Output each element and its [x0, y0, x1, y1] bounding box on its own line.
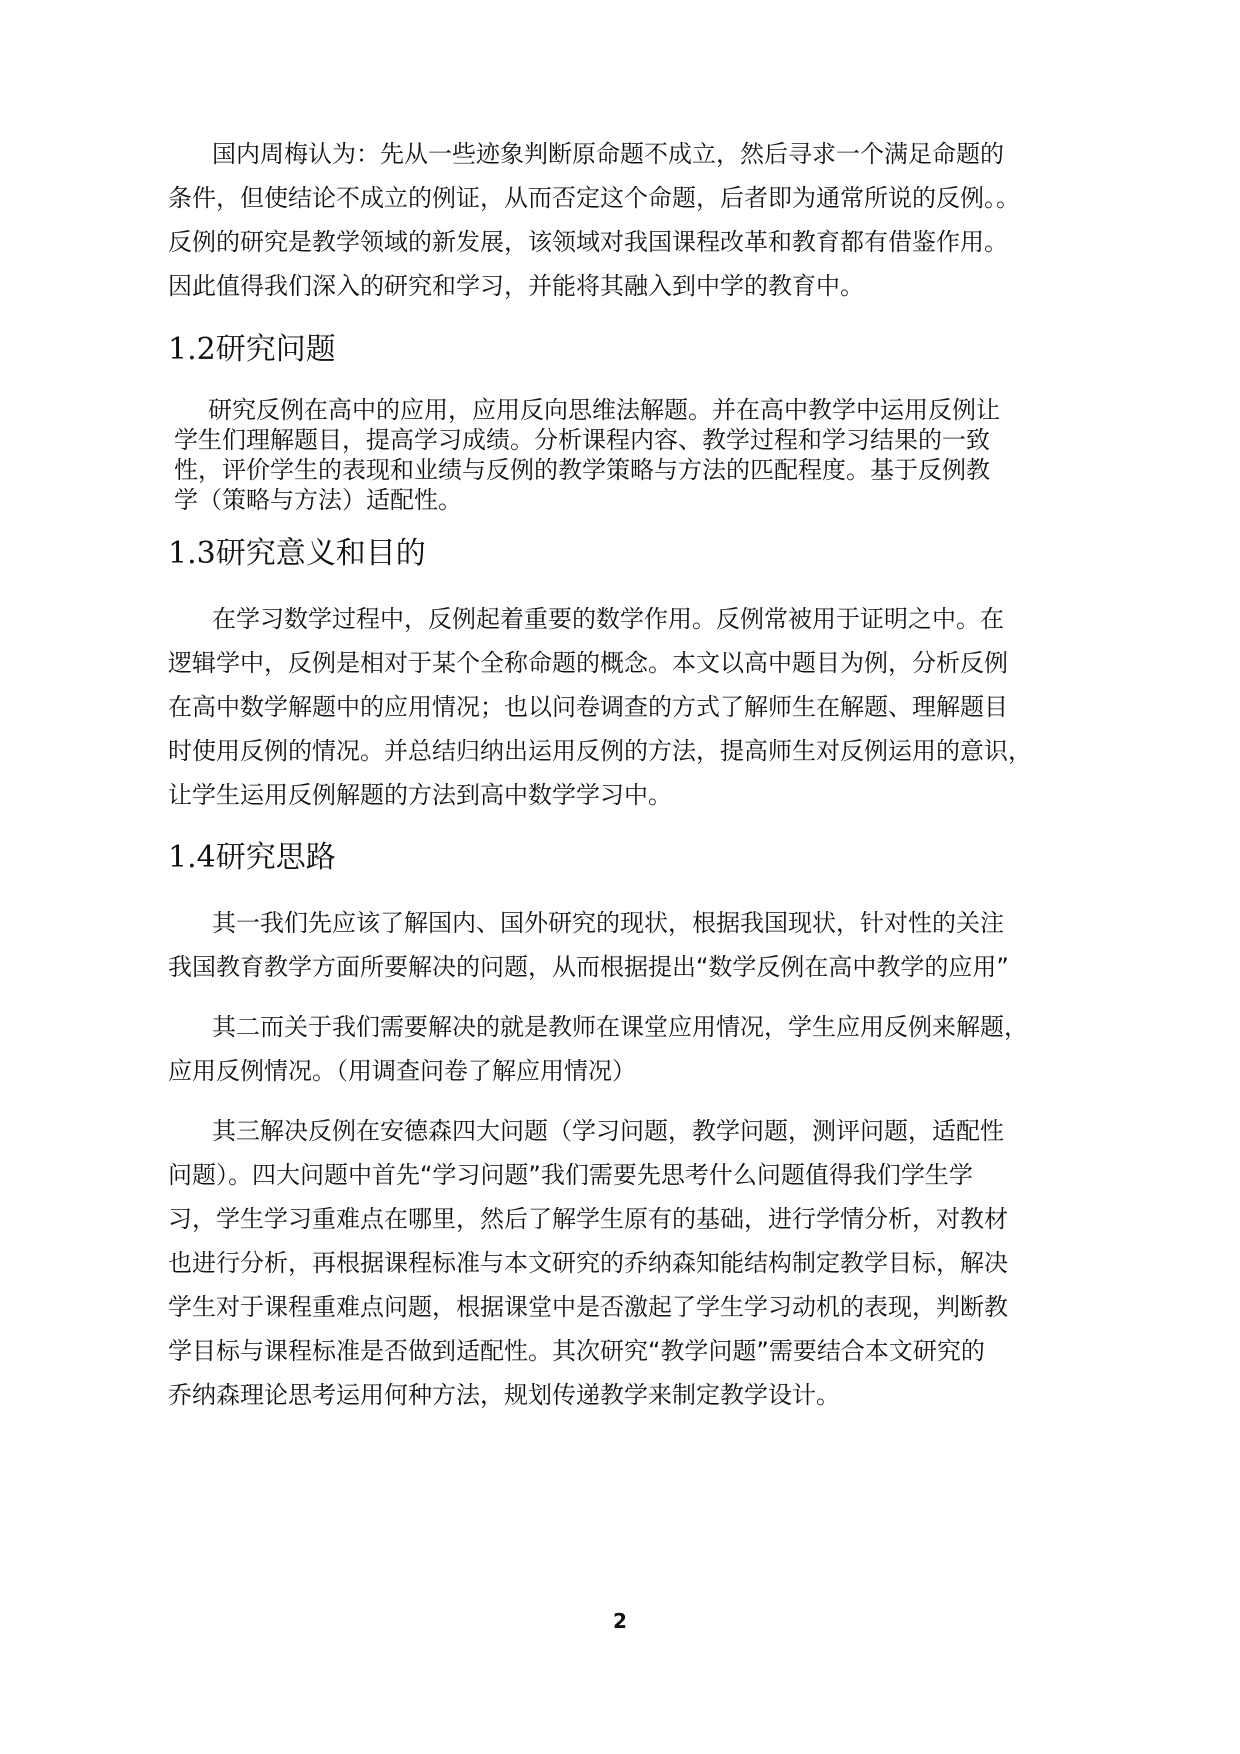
page-number: 2: [613, 1609, 627, 1633]
section-1-4-c-line-5: 学生对于课程重难点问题，根据课堂中是否激起了学生学习动机的表现，判断教: [168, 1293, 1008, 1321]
para1-line-1: 国内周梅认为：先从一些迹象判断原命题不成立，然后寻求一个满足命题的: [212, 140, 1004, 168]
section-1-3-line-2: 逻辑学中，反例是相对于某个全称命题的概念。本文以高中题目为例，分析反例: [168, 649, 1008, 677]
section-heading-1-2: [168, 330, 336, 370]
section-1-4-c-line-1: 其三解决反例在安德森四大问题（学习问题，教学问题，测评问题，适配性: [212, 1117, 1004, 1145]
section-1-4-c-line-7: 乔纳森理论思考运用何种方法，规划传递教学来制定教学设计。: [168, 1381, 840, 1409]
section-1-4-c-line-6: 学目标与课程标准是否做到适配性。其次研究“教学问题”需要结合本文研究的: [168, 1337, 985, 1365]
section-1-4-c-line-2: 问题）。四大问题中首先“学习问题”我们需要先思考什么问题值得我们学生学: [168, 1161, 973, 1189]
section-1-2-line-2: 学生们理解题目，提高学习成绩。分析课程内容、教学过程和学习结果的一致: [174, 426, 990, 454]
section-title: 研究思路: [215, 840, 336, 875]
section-1-2-line-1: 研究反例在高中的应用，应用反向思维法解题。并在高中教学中运用反例让: [208, 396, 1000, 424]
section-1-4-a-line-1: 其一我们先应该了解国内、国外研究的现状，根据我国现状，针对性的关注: [212, 909, 1004, 937]
section-heading-1-4: [168, 838, 336, 878]
section-title: 研究意义和目的: [215, 536, 426, 571]
section-1-4-b-line-1: 其二而关于我们需要解决的就是教师在课堂应用情况，学生应用反例来解题，: [212, 1013, 1028, 1041]
section-heading-1-3: [168, 534, 426, 574]
section-1-2-line-4: 学（策略与方法）适配性。: [174, 486, 462, 514]
section-title: 研究问题: [215, 332, 336, 367]
section-1-3-line-4: 时使用反例的情况。并总结归纳出运用反例的方法，提高师生对反例运用的意识，: [168, 737, 1032, 765]
section-1-2-line-3: 性，评价学生的表现和业绩与反例的教学策略与方法的匹配程度。基于反例教: [174, 456, 990, 484]
section-number: 1.4: [168, 840, 216, 875]
section-1-4-c-line-3: 习，学生学习重难点在哪里，然后了解学生原有的基础，进行学情分析，对教材: [168, 1205, 1008, 1233]
para1-line-2: 条件，但使结论不成立的例证，从而否定这个命题，后者即为通常所说的反例。。: [168, 184, 1020, 212]
section-1-4-c-line-4: 也进行分析，再根据课程标准与本文研究的乔纳森知能结构制定教学目标，解决: [168, 1249, 1008, 1277]
section-1-3-line-1: 在学习数学过程中，反例起着重要的数学作用。反例常被用于证明之中。在: [212, 605, 1004, 633]
section-1-3-line-5: 让学生运用反例解题的方法到高中数学学习中。: [168, 781, 672, 809]
section-number: 1.2: [168, 332, 216, 367]
para1-line-4: 因此值得我们深入的研究和学习，并能将其融入到中学的教育中。: [168, 272, 864, 300]
para1-line-3: 反例的研究是教学领域的新发展，该领域对我国课程改革和教育都有借鉴作用。: [168, 228, 1008, 256]
section-1-3-line-3: 在高中数学解题中的应用情况；也以问卷调查的方式了解师生在解题、理解题目: [168, 693, 1008, 721]
section-1-4-b-line-2: 应用反例情况。（用调查问卷了解应用情况）: [168, 1057, 636, 1085]
section-number: 1.3: [168, 536, 216, 571]
section-1-4-a-line-2: 我国教育教学方面所要解决的问题，从而根据提出“数学反例在高中教学的应用”: [168, 953, 1009, 981]
